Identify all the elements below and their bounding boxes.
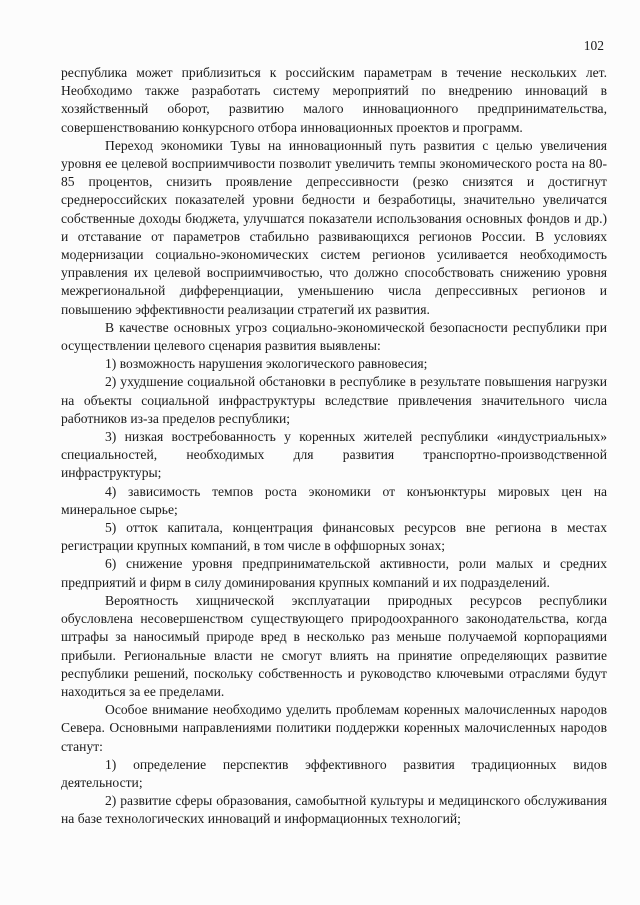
page-number: 102 [583, 38, 604, 53]
list-item: 5) отток капитала, концентрация финансовых ресурсов вне региона в местах регистрации крупных компаний, в том числе в оффшорных зонах; [61, 520, 607, 554]
list-item: 6) снижение уровня предпринимательской активности, роли малых и средних предприятий и фирм в силу доминирования крупных компаний и их подразделений. [61, 556, 607, 590]
paragraph: Переход экономики Тувы на инновационный путь развития с целью увеличения уровня ее целевой восприимчивости позволит увеличить темпы экономического роста на 80-85 процентов, снизить проявление депрессивности (резко снизятся и достигнут среднероссийских показателей уровни бедности и безработицы, значительно увеличатся собственные доходы бюджета, улучшатся показатели использования основных фондов и др.) и отставание от параметров стабильно развивающихся регионов России. В условиях модернизации социально-экономических систем регионов усиливается необходимость управления их целевой восприимчивостью, что должно способствовать снижению уровня межрегиональной дифференциации, уменьшению числа депрессивных регионов и повышению эффективности реализации стратегий их развития. [61, 137, 607, 317]
list-item: 2) развитие сферы образования, самобытной культуры и медицинского обслуживания на базе технологических инноваций и информационных технологий; [61, 793, 607, 827]
list-item: 4) зависимость темпов роста экономики от конъюнктуры мировых цен на минеральное сырье; [61, 483, 607, 517]
paragraph: республика может приблизиться к российским параметрам в течение нескольких лет. Необходимо также разработать систему мероприятий по внедрению инноваций в хозяйственный оборот, развитию малого инновационного предпринимательства, совершенствованию конкурсного отбора инновационных проектов и программ. [61, 65, 607, 135]
list-item: 1) возможность нарушения экологического равновесия; [105, 356, 428, 372]
document-body [61, 64, 607, 829]
list-item: 2) ухудшение социальной обстановки в республике в результате повышения нагрузки на объекты социальной инфраструктуры вследствие привлечения значительного числа работников из-за пределов республики; [61, 374, 607, 426]
list-item: 1) определение перспектив эффективного развития традиционных видов деятельности; [61, 756, 607, 790]
paragraph: Особое внимание необходимо уделить проблемам коренных малочисленных народов Севера. Основными направлениями политики поддержки коренных малочисленных народов станут: [61, 702, 607, 754]
list-item: 3) низкая востребованность у коренных жителей республики «индустриальных» специальностей, необходимых для развития транспортно-производственной инфраструктуры; [61, 429, 607, 481]
paragraph: Вероятность хищнической эксплуатации природных ресурсов республики обусловлена несовершенством существующего природоохранного законодательства, когда штрафы за наносимый природе вред в несколько раз меньше получаемой корпорациями прибыли. Региональные власти не смогут влиять на принятие определяющих развитие республики решений, поскольку собственность и руководство ключевыми отраслями будут находиться за ее пределами. [61, 592, 607, 699]
paragraph: В качестве основных угроз социально-экономической безопасности республики при осуществлении целевого сценария развития выявлены: [61, 319, 607, 354]
